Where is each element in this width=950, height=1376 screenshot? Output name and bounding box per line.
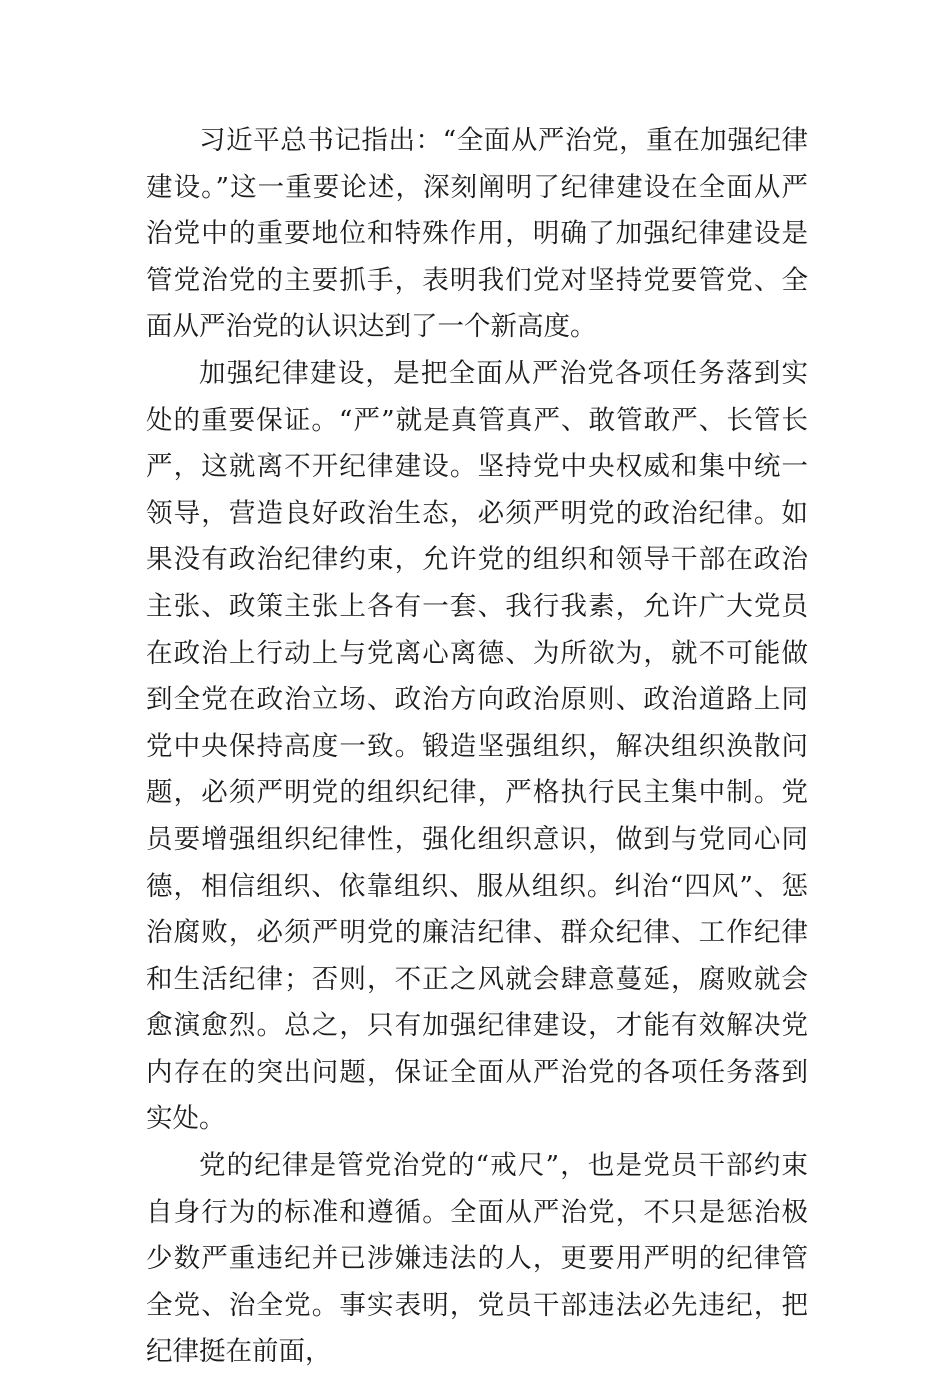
paragraph-3: 党的纪律是管党治党的“戒尺”，也是党员干部约束自身行为的标准和遵循。全面从严治党，不只是惩治极少数严重违纪并已涉嫌违法的人，更要用严明的纪律管全党、治全党。事实表明，党员干部违法必先违纪，把纪律挺在前面， <box>146 1150 808 1368</box>
paragraph-2: 加强纪律建设，是把全面从严治党各项任务落到实处的重要保证。“严”就是真管真严、敢管敢严、长管长严，这就离不开纪律建设。坚持党中央权威和集中统一领导，营造良好政治生态，必须严明党的政治纪律。如果没有政治纪律约束，允许党的组织和领导干部在政治主张、政策主张上各有一套、我行我素，允许广大党员在政治上行动上与党离心离德、为所欲为，就不可能做到全党在政治立场、政治方向政治原则、政治道路上同党中央保持高度一致。锻造坚强组织，解决组织涣散问题，必须严明党的组织纪律，严格执行民主集中制。党员要增强组织纪律性，强化组织意识，做到与党同心同德，相信组织、依靠组织、服从组织。纠治“四风”、惩治腐败，必须严明党的廉洁纪律、群众纪律、工作纪律和生活纪律；否则，不正之风就会肆意蔓延，腐败就会愈演愈烈。总之，只有加强纪律建设，才能有效解决党内存在的突出问题，保证全面从严治党的各项任务落到实处。 <box>146 357 808 1135</box>
document-body <box>146 118 808 1376</box>
paragraph-1: 习近平总书记指出：“全面从严治党，重在加强纪律建设。”这一重要论述，深刻阐明了纪律建设在全面从严治党中的重要地位和特殊作用，明确了加强纪律建设是管党治党的主要抓手，表明我们党对坚持党要管党、全面从严治党的认识达到了一个新高度。 <box>146 125 808 343</box>
